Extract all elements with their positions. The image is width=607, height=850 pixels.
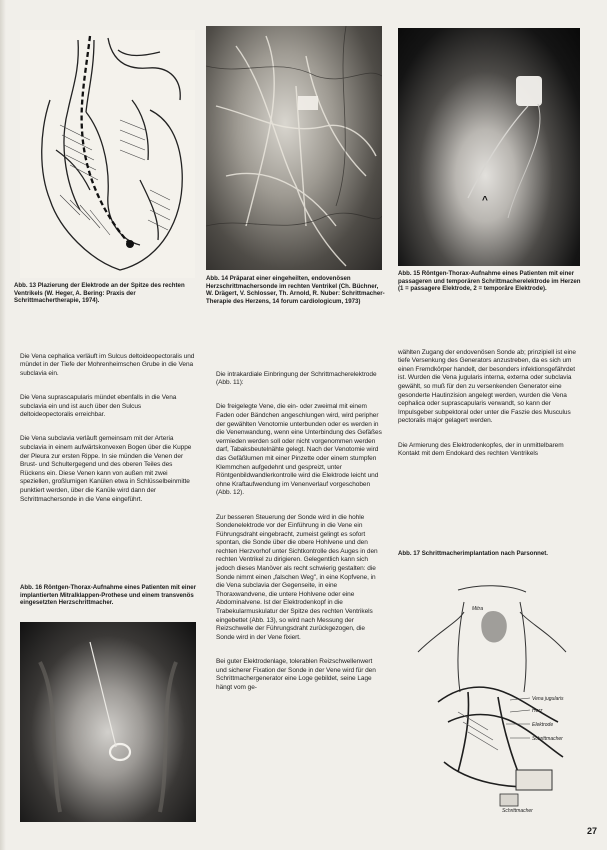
figure-15-xray xyxy=(398,28,580,266)
right-column-text xyxy=(398,340,578,474)
right-paragraph-1: wählten Zugang der endovenösen Sonde ab; prinzipiell ist eine tiefe Versenkung des Generators anzustreben, da es sich um einen Fremdkörper handelt, der besonders infektionsgefährdet ist. Wurden die Vena jugularis interna, externa oder subclavia gewählt, so muß für den zu versenkenden Generator eine gesonderte Hautinzision angelegt werden, wurden die Vena cephalica oder suprascapularis verwandt, so kann der Impulsgeber subpektoral oder unter die Faszie des Musculus pectoralis major gelagert werden. xyxy=(398,348,576,425)
middle-paragraph-3: Zur besseren Steuerung der Sonde wird in die hohle Sondenelektrode vor der Einführung in die Vene ein Führungsdraht eingebracht, zumeist gelingt es sofort spontan, die Sonde über die obere Hohlvene und den rechten Herzvorhof unter Sichtkontrolle des Auges in den rechten Ventrikel zu dirigieren. Gelegentlich kann sich jedoch dieses Manöver als recht schwierig gestalten: die Sonde nimmt einen „falschen Weg", in eine Kopfvene, in die Vena subclavia der Gegenseite, in eine Thoraxwandvene, die untere Hohlvene oder eine Abdominalvene. Ist der Elektrodenkopf in die Trabekularmuskulatur der Spitze des rechten Ventrikels eingebettet (Abb. 13), so wird nach Messung der Reizschwelle der Führungsdraht zurückgezogen, die Sonde wird in der Vene fixiert. xyxy=(216,513,378,641)
middle-paragraph-4: Bei guter Elektrodenlage, tolerablen Reizschwellenwert und sicherer Fixation der Sonde in der Vene wird für den Schrittmachergenerator eine Loge gebildet, seine Lage hängt vom ge- xyxy=(216,658,376,691)
figure-17-caption: Abb. 17 Schrittmacherimplantation nach Parsonnet. xyxy=(398,550,549,557)
figure-16-caption: Abb. 16 Röntgen-Thorax-Aufnahme eines Patienten mit einer implantierten Mitralklappen-Prothese und einem transvenös eingesetzten Herzschrittmacher. xyxy=(20,584,197,606)
left-paragraph-1: Die Vena cephalica verläuft im Sulcus deltoideopectoralis und mündet in der Tiefe der Mohrenheimschen Grube in die Vena subclavia ein. xyxy=(20,352,195,377)
left-paragraph-3: Die Vena subclavia verläuft gemeinsam mit der Arteria subclavia in einem aufwärtskonvexen Bogen über die Kuppe der Pleura zur ersten Rippe. In sie münden die Venen der Brust- und Schultergegend und des oberen Teiles des Rückens ein. Diese Venen kann von außen mit zwei speziellen, großlumigen Kanülen etwa in Schlüsselbeinmitte punktiert werden, über die Kanüle wird dann der Schrittmachersonde in die Vene eingeführt. xyxy=(20,435,192,503)
figure-13-heart-illustration xyxy=(20,30,195,278)
right-paragraph-2: Die Armierung des Elektrodenkopfes, der in unmittelbarem Kontakt mit dem Endokard des rechten Ventrikels xyxy=(398,441,564,458)
figure-17-implantation-drawing xyxy=(398,572,580,814)
figure-17-label-elektrode: Elektrode xyxy=(532,722,554,728)
figure-14-specimen-photo xyxy=(206,26,382,270)
figure-14-caption: Abb. 14 Präparat einer eingeheilten, endovenösen Herzschrittmachersonde im rechten Ventrikel (Ch. Büchner, W. Drägert, V. Schlosser, Th. Arnold, R. Nuber: Schrittmacher-Therapie des Herzens, 14 forum cardiologicum, 1973) xyxy=(206,275,385,305)
figure-17-label-herz: Herz xyxy=(532,708,543,714)
page-number: 27 xyxy=(586,826,597,836)
left-paragraph-2: Die Vena suprascapularis mündet ebenfalls in die Vena subclavia ein und ist auch über den Sulcus deltoideopectoralis erreichbar. xyxy=(20,393,177,419)
figure-17-label-schrittmacher-bottom: Schrittmacher xyxy=(502,808,533,814)
middle-paragraph-1: Die intrakardiale Einbringung der Schrittmacherelektrode (Abb. 11): xyxy=(216,370,377,387)
figure-13-caption: Abb. 13 Plazierung der Elektrode an der Spitze des rechten Ventrikels (W. Heger, A. Bering: Praxis der Schrittmachertherapie, 1974). xyxy=(14,282,185,304)
figure-17-label-schrittmacher: Schrittmacher xyxy=(532,736,563,742)
figure-17-label-vena: Vena jugularis xyxy=(532,696,564,702)
left-column-text xyxy=(20,344,196,520)
middle-column-text xyxy=(216,362,384,708)
figure-16-xray xyxy=(20,622,196,822)
figure-17-label-mitra: Mitra xyxy=(472,606,484,612)
figure-15-marker: ^ xyxy=(482,195,488,206)
scan-edge-shadow xyxy=(0,0,6,850)
figure-15-caption: Abb. 15 Röntgen-Thorax-Aufnahme eines Patienten mit einer passageren und temporären Schrittmacherelektrode im Herzen (1 = passagere Elektrode, 2 = temporäre Elektrode). xyxy=(398,270,581,292)
middle-paragraph-2: Die freigelegte Vene, die ein- oder zweimal mit einem Faden oder Bändchen angeschlungen wird, wird peripher der gewählten Venotomie unterbunden oder es werden in die Venenwandung, wenn eine Unterbindung des Gefäßes vermieden werden soll oder nicht vorgenommen werden darf, Tabaksbeutelnähte gelegt. Nach der Venotomie wird das Gefäßlumen mit einer Pinzette oder einem stumpfen Klemmchen aufgedehnt und gespreizt, unter Röntgenbildwandlerkontrolle wird die Elektrode leicht und ohne Kraftaufwendung im Venenverlauf vorgeschoben (Abb. 12). xyxy=(216,403,382,497)
